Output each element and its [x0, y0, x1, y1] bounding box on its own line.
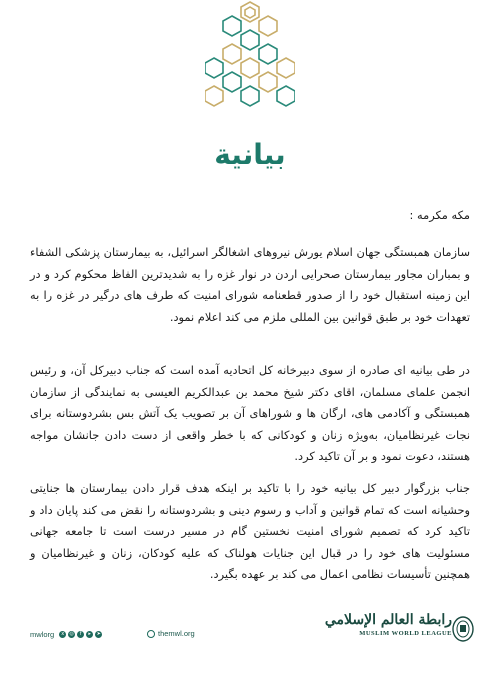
paragraph-2: در طی بیانیه ای صادره از سوی دبیرخانه کل اتحادیه آمده است که جناب دبیرکل آن، و رئیس انجمن علمای مسلمان، اقای دکتر شیخ محمد بن عبدالکریم العیسی به نمایندگی از سازمان همبستگی و آکادمی های، ارگان ها و شوراهای آن بر تصویب یک آتش بس بشردوستانه برای نجات غیرنظامیان، بەویژه زنان و کودکانی که با خطر واقعی از دست دادن جانشان مواجه هستند، دعوت نمود و بر آن تاکید کرد.	[30, 363, 470, 463]
x-icon[interactable]: x	[59, 631, 66, 638]
paragraph-3: جناب بزرگوار دبیر کل بیانیه خود را با تاکید بر اینکه هدف قرار دادن بیمارستان ها جنایتی وحشیانه است که تمام قوانین و آداب و رسوم دینی و بشردوستانه را نقض می کند پایان داد و تاکید کرد که تصمیم شورای امنیت نخستین گام در مسیر درست است تا جامعه جهانی مسئولیت های خود را در قبال این جنایات هولناک که علیه کودکان، زنان و غیرنظامیان و همچنین تأسیسات نظامی اعمال می کند بر عهده بگیرد.	[30, 481, 470, 581]
logo-arabic-text: رابطة العالم الإسلامي	[324, 612, 452, 628]
facebook-icon[interactable]: f	[77, 631, 84, 638]
globe-icon	[147, 630, 155, 638]
mwl-emblem-icon	[452, 616, 474, 642]
logo-english-text: MUSLIM WORLD LEAGUE	[359, 630, 452, 637]
social-handle[interactable]: mwlorg	[30, 630, 55, 639]
decorative-pattern-icon	[205, 0, 295, 122]
salutation: مكه مكرمه :	[409, 208, 470, 222]
telegram-icon[interactable]: ➤	[96, 631, 101, 637]
footer	[0, 612, 500, 652]
social-links	[30, 630, 102, 639]
youtube-icon[interactable]: ▸	[86, 631, 93, 638]
mwl-logo	[325, 612, 452, 637]
instagram-icon[interactable]: ◎	[69, 631, 74, 637]
website-url[interactable]: themwl.org	[158, 629, 195, 638]
page-title: بيانية	[214, 138, 286, 171]
website-link[interactable]	[147, 629, 195, 638]
paragraph-1: سازمان همبستگی جهان اسلام یورش نیروهای اشغالگر اسرائیل، به بیمارستان پزشکی الشفاء و بمباران مجاور بیمارستان صحرایی اردن در نوار غزه را به شدیدترین الفاظ محکوم کرد و در این زمینه استقبال خود را از صدور قطعنامه شورای امنیت که طرف های درگیر در غزه را به تعهدات خود بر طبق قوانین بین المللی ملزم می کند اعلام نمود.	[30, 245, 470, 324]
